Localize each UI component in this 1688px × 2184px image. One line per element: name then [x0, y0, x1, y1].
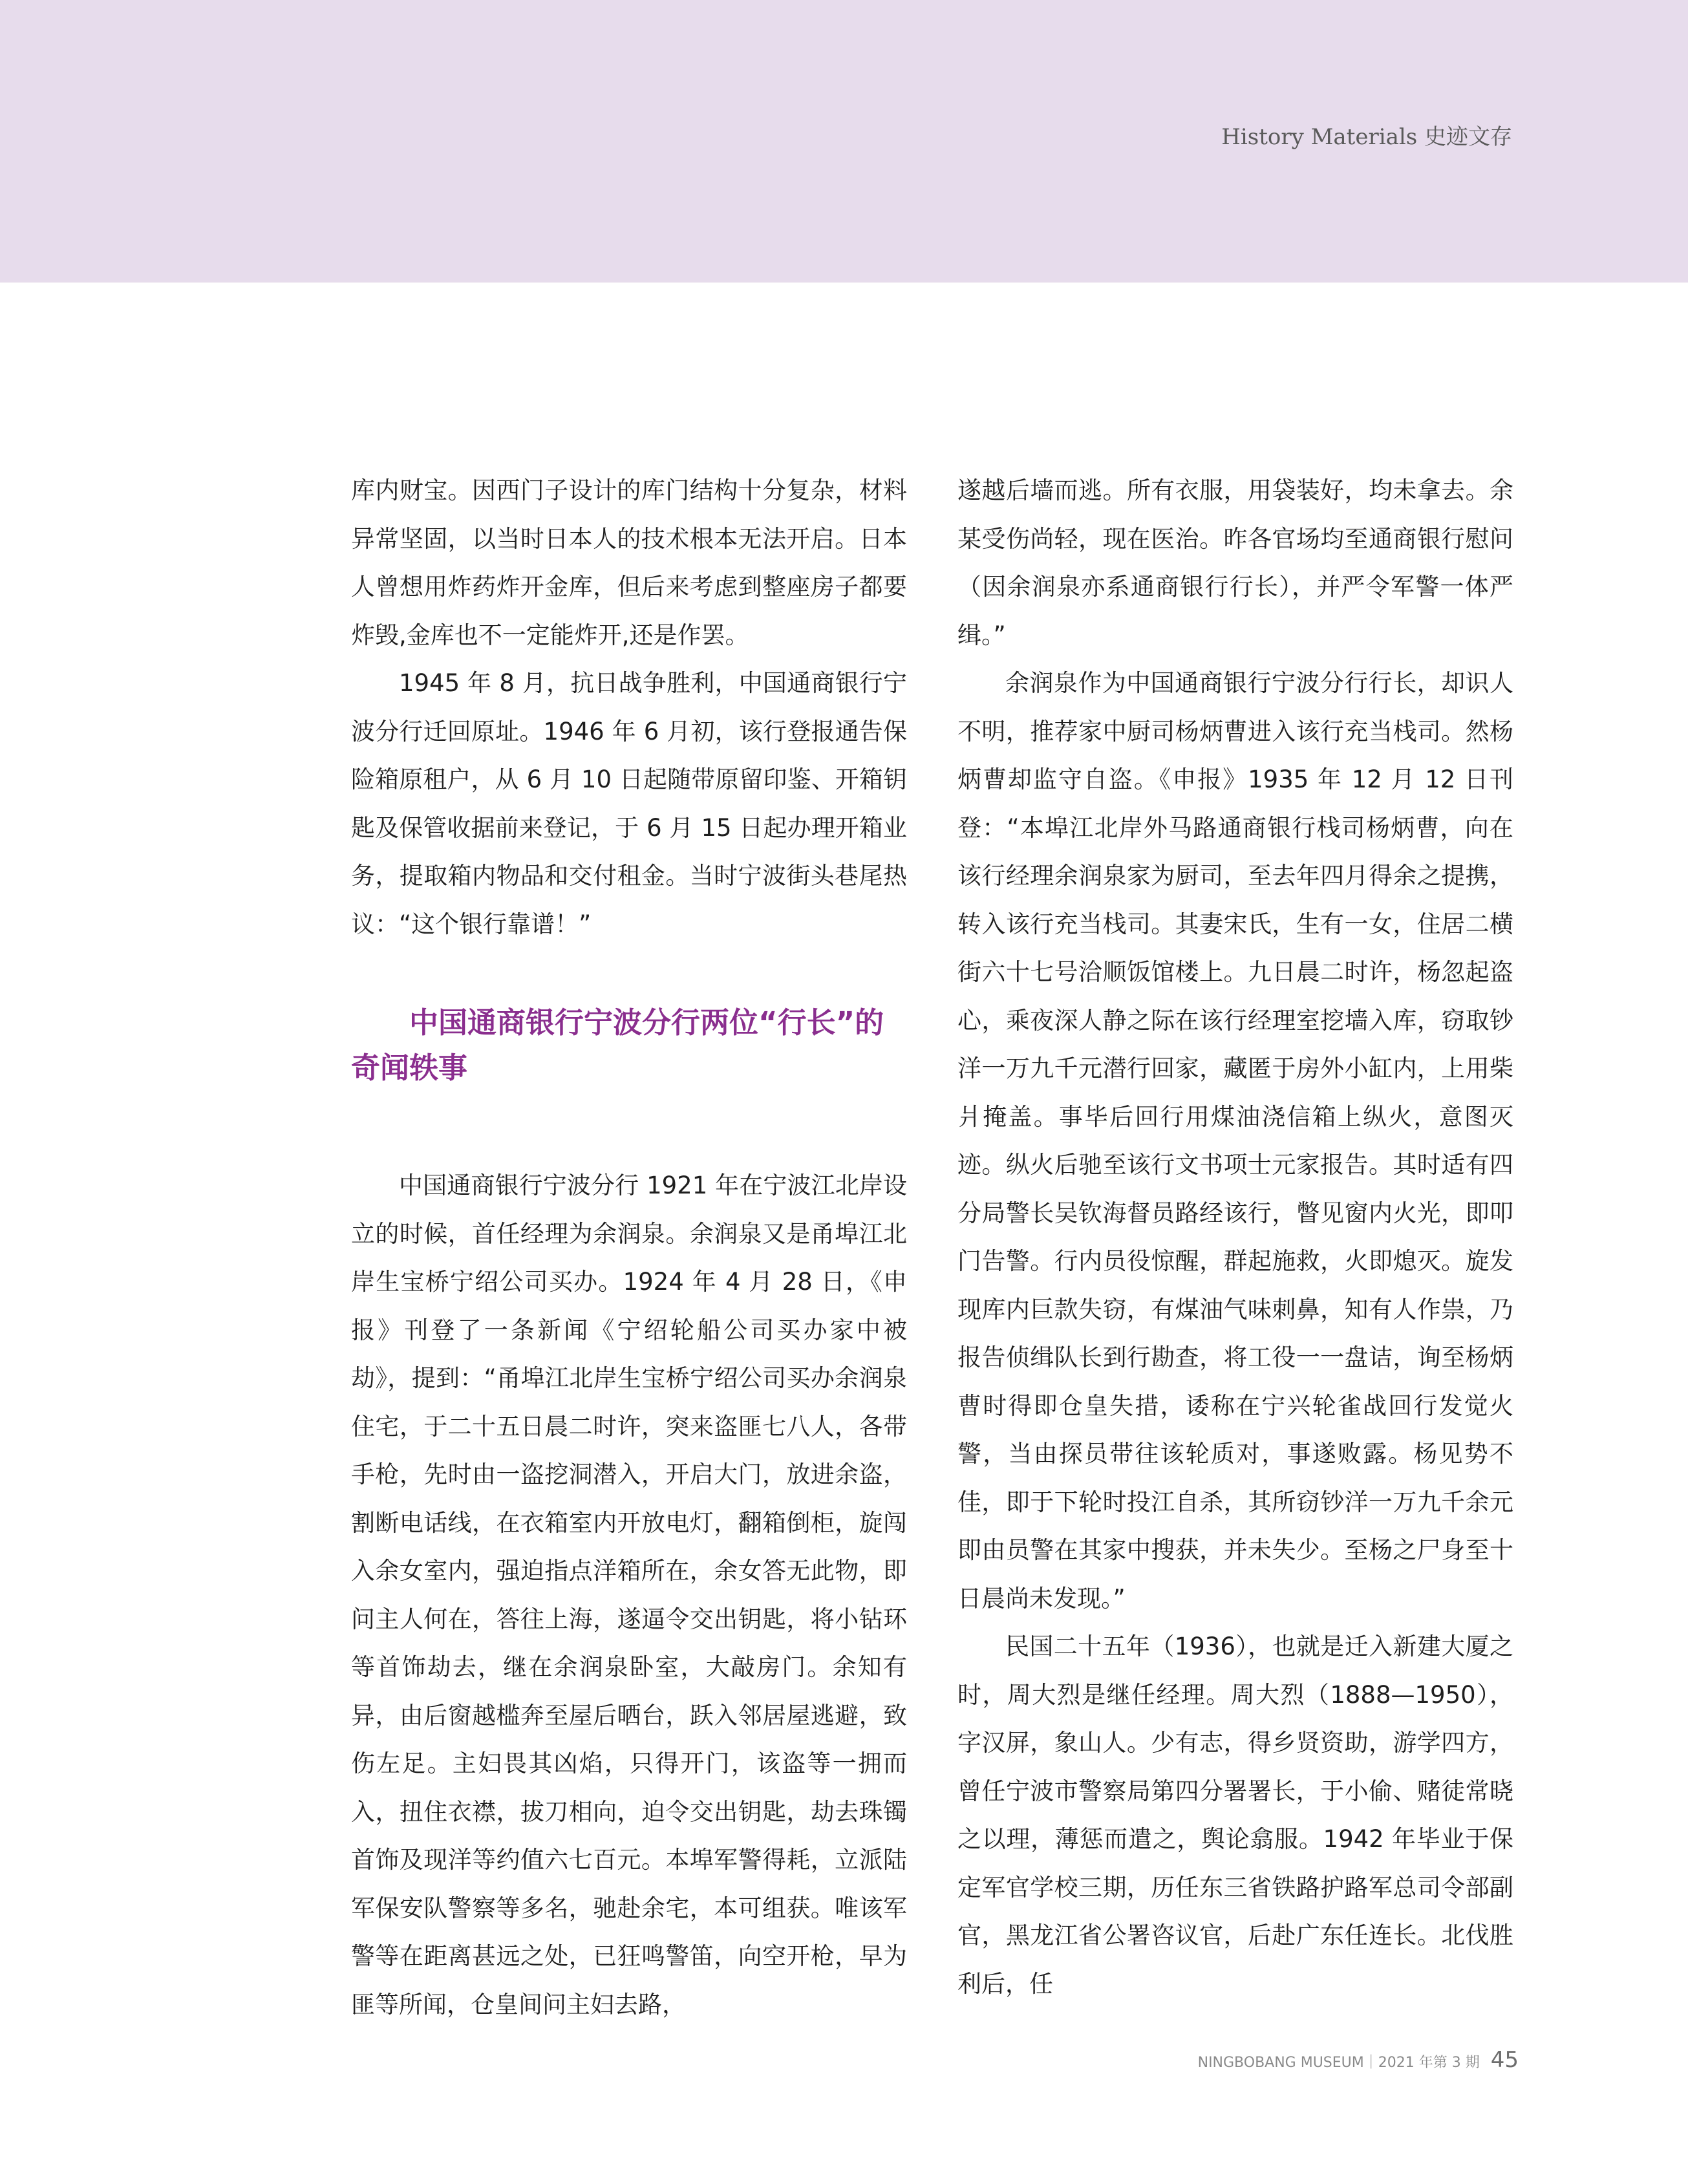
left-column: [351, 467, 907, 2029]
section-heading: 中国通商银行宁波分行两位“行长”的奇闻轶事: [351, 1005, 884, 1085]
paragraph: 库内财宝。因西门子设计的库门结构十分复杂，材料异常坚固，以当时日本人的技术根本无法开启。日本人曾想用炸药炸开金库，但后来考虑到整座房子都要炸毁,金库也不一定能炸开,还是作罢。: [351, 476, 907, 649]
page-footer: [1198, 2047, 1519, 2073]
right-column: [957, 467, 1513, 2008]
paragraph: 1945 年 8 月，抗日战争胜利，中国通商银行宁波分行迁回原址。1946 年 6 月初，该行登报通告保险箱原租户，从 6 月 10 日起随带原留印鉴、开箱钥匙及保管收据前来登记，于 6 月 15 日起办理开箱业务，提取箱内物品和交付租金。当时宁波街头巷尾热议：“这个银行靠谱！”: [351, 669, 907, 938]
paragraph: 中国通商银行宁波分行 1921 年在宁波江北岸设立的时候，首任经理为余润泉。余润泉又是甬埠江北岸生宝桥宁绍公司买办。1924 年 4 月 28 日，《申报》刊登了一条新闻《宁绍轮船公司买办家中被劫》，提到：“甬埠江北岸生宝桥宁绍公司买办余润泉住宅，于二十五日晨二时许，突来盗匪七八人，各带手枪，先时由一盗挖洞潜入，开启大门，放进余盗，割断电话线，在衣箱室内开放电灯，翻箱倒柜，旋闯入余女室内，强迫指点洋箱所在，余女答无此物，即问主人何在，答往上海，遂逼令交出钥匙，将小钻环等首饰劫去，继在余润泉卧室，大敲房门。余知有异，由后窗越槛奔至屋后晒台，跃入邻居屋逃避，致伤左足。主妇畏其凶焰，只得开门，该盗等一拥而入，扭住衣襟，拔刀相向，迫令交出钥匙，劫去珠镯首饰及现洋等约值六七百元。本埠军警得耗，立派陆军保安队警察等多名，驰赴余宅，本可组获。唯该军警等在距离甚远之处，已狂鸣警笛，向空开枪，早为匪等所闻，仓皇间问主妇去路，: [351, 1172, 907, 2018]
paragraph: 民国二十五年（1936），也就是迁入新建大厦之时，周大烈是继任经理。周大烈（1888—1950），字汉屏，象山人。少有志，得乡贤资助，游学四方，曾任宁波市警察局第四分署署长，于小偷、赌徒常晓之以理，薄惩而遣之，舆论翕服。1942 年毕业于保定军官学校三期，历任东三省铁路护路军总司令部副官，黑龙江省公署咨议官，后赴广东任连长。北伐胜利后，任: [957, 1633, 1513, 1998]
paragraph: 遂越后墙而逃。所有衣服，用袋装好，均未拿去。余某受伤尚轻，现在医治。昨各官场均至通商银行慰问（因余润泉亦系通商银行行长），并严令军警一体严缉。”: [957, 476, 1513, 649]
publication-label: NINGBOBANG MUSEUM｜2021 年第 3 期: [1197, 2055, 1480, 2071]
page-number: 45: [1490, 2047, 1519, 2073]
paragraph: 余润泉作为中国通商银行宁波分行行长，却识人不明，推荐家中厨司杨炳曹进入该行充当栈司。然杨炳曹却监守自盗。《申报》1935 年 12 月 12 日刊登：“本埠江北岸外马路通商银行栈司杨炳曹，向在该行经理余润泉家为厨司，至去年四月得余之提携，转入该行充当栈司。其妻宋氏，生有一女，住居二横街六十七号洽顺饭馆楼上。九日晨二时许，杨忽起盗心，乘夜深人静之际在该行经理室挖墙入库，窃取钞洋一万九千元潜行回家，藏匿于房外小缸内，上用柴爿掩盖。事毕后回行用煤油浇信箱上纵火，意图灭迹。纵火后驰至该行文书项士元家报告。其时适有四分局警长吴钦海督员路经该行，瞥见窗内火光，即叩门告警。行内员役惊醒，群起施救，火即熄灭。旋发现库内巨款失窃，有煤油气味刺鼻，知有人作祟，乃报告侦缉队长到行勘查，将工役一一盘诘，询至杨炳曹时得即仓皇失措，诿称在宁兴轮雀战回行发觉火警，当由探员带往该轮质对，事遂败露。杨见势不佳，即于下轮时投江自杀，其所窃钞洋一万九千余元即由员警在其家中搜获，并未失少。至杨之尸身至十日晨尚未发现。”: [957, 669, 1513, 1612]
section-label: History Materials 史迹文存: [1221, 124, 1512, 150]
